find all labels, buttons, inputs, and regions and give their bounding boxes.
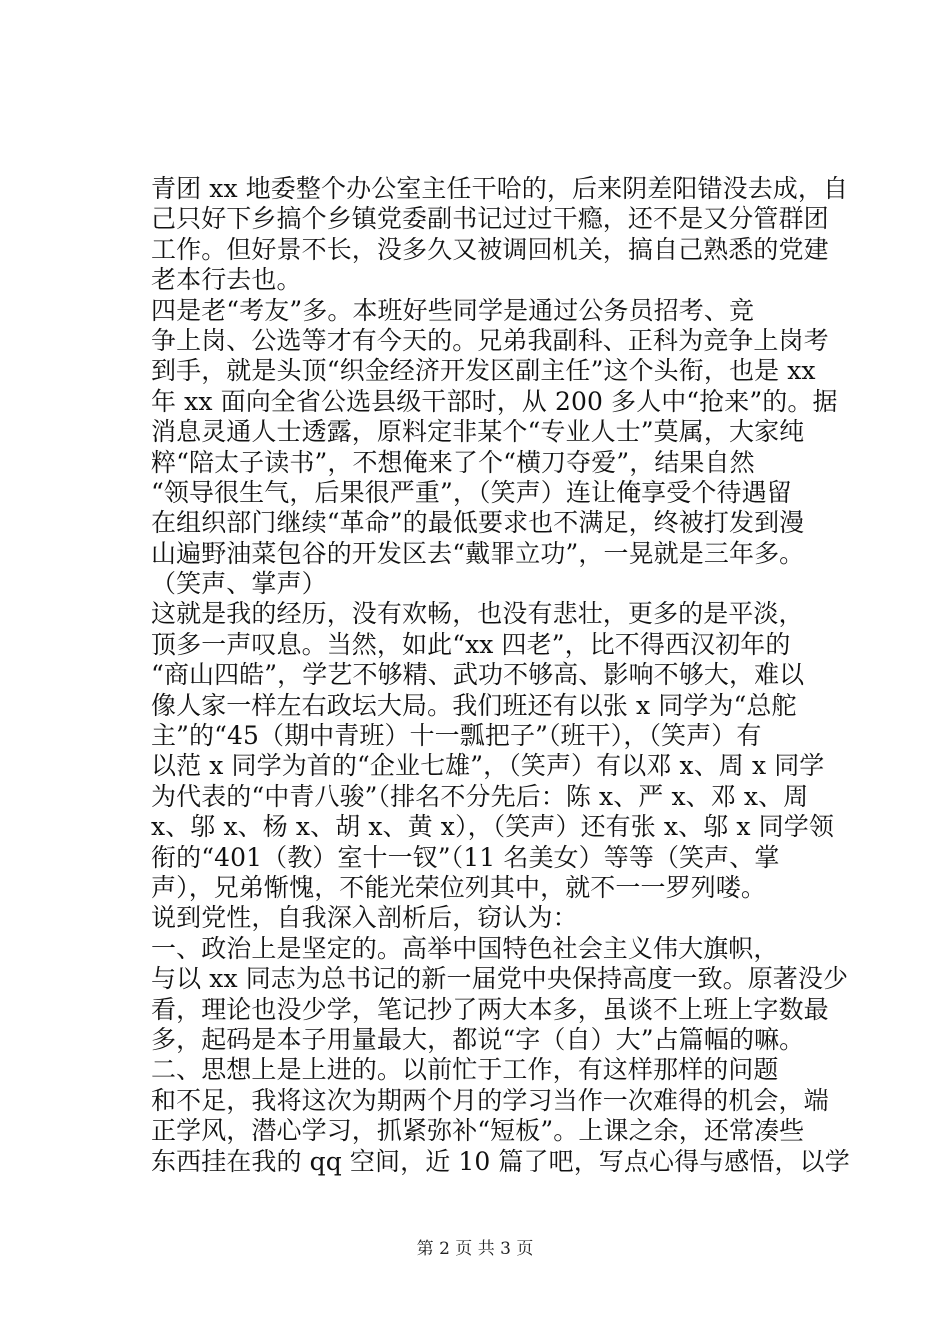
text-line: 与以 xx 同志为总书记的新一届党中央保持高度一致。原著没少	[151, 964, 849, 994]
text-line: 己只好下乡搞个乡镇党委副书记过过干瘾，还不是又分管群团	[151, 204, 829, 234]
text-line: 四是老“考友”多。本班好些同学是通过公务员招考、竞	[151, 295, 755, 325]
text-line: 声），兄弟惭愧，不能光荣位列其中，就不一一罗列喽。	[151, 872, 767, 902]
body-text	[151, 174, 850, 1177]
text-line: 到手，就是头顶“织金经济开发区副主任”这个头衔，也是 xx	[151, 356, 816, 386]
text-line: 为代表的“中青八骏”（排名不分先后：陈 x、严 x、邓 x、周	[151, 781, 809, 811]
text-line: 年 xx 面向全省公选县级干部时，从 200 多人中“抢来”的。据	[151, 386, 838, 416]
text-line: 说到党性，自我深入剖析后，窃认为：	[151, 903, 578, 933]
text-line: 这就是我的经历，没有欢畅，也没有悲壮，更多的是平淡，	[151, 599, 804, 629]
text-line: 消息灵通人士透露，原料定非某个“专业人士”莫属，大家纯	[151, 417, 805, 447]
text-line: 以范 x 同学为首的“企业七雄”，（笑声）有以邓 x、周 x 同学	[151, 751, 825, 781]
text-line: 二、思想上是上进的。以前忙于工作，有这样那样的问题	[151, 1055, 779, 1085]
text-line: 东西挂在我的 qq 空间，近 10 篇了吧，写点心得与感悟，以学	[151, 1146, 850, 1176]
text-line: 和不足，我将这次为期两个月的学习当作一次难得的机会，端	[151, 1085, 829, 1115]
text-line: “领导很生气，后果很严重”，（笑声）连让俺享受个待遇留	[151, 477, 792, 507]
text-line: 像人家一样左右政坛大局。我们班还有以张 x 同学为“总舵	[151, 690, 797, 720]
text-line: 顶多一声叹息。当然，如此“xx 四老”，比不得西汉初年的	[151, 629, 791, 659]
text-line: 在组织部门继续“革命”的最低要求也不满足，终被打发到漫	[151, 508, 805, 538]
text-line: 老本行去也。	[151, 265, 302, 295]
text-line: 多，起码是本子用量最大，都说“字（自）大”占篇幅的嘛。	[151, 1024, 805, 1054]
text-line: 看，理论也没少学，笔记抄了两大本多，虽谈不上班上字数最	[151, 994, 829, 1024]
text-line: 主”的“45（期中青班）十一瓢把子”（班干），（笑声）有	[151, 721, 762, 751]
text-line: （笑声、掌声）	[151, 569, 327, 599]
text-line: 一、政治上是坚定的。高举中国特色社会主义伟大旗帜，	[151, 933, 779, 963]
text-line: 山遍野油菜包谷的开发区去“戴罪立功”，一晃就是三年多。	[151, 538, 805, 568]
text-line: “商山四皓”，学艺不够精、武功不够高、影响不够大，难以	[151, 660, 805, 690]
text-line: 争上岗、公选等才有今天的。兄弟我副科、正科为竞争上岗考	[151, 325, 829, 355]
text-line: 衔的“401（教）室十一钗”（11 名美女）等等（笑声、掌	[151, 842, 780, 872]
text-line: 正学风，潜心学习，抓紧弥补“短板”。上课之余，还常凑些	[151, 1116, 805, 1146]
text-line: x、邬 x、杨 x、胡 x、黄 x），（笑声）还有张 x、邬 x 同学领	[151, 812, 834, 842]
text-line: 工作。但好景不长，没多久又被调回机关，搞自己熟悉的党建	[151, 234, 829, 264]
text-line: 粹“陪太子读书”，不想俺来了个“横刀夺爱”，结果自然	[151, 447, 755, 477]
text-line: 青团 xx 地委整个办公室主任干哈的，后来阴差阳错没去成，自	[151, 174, 849, 203]
page-number-footer: 第 2 页 共 3 页	[416, 1239, 534, 1259]
